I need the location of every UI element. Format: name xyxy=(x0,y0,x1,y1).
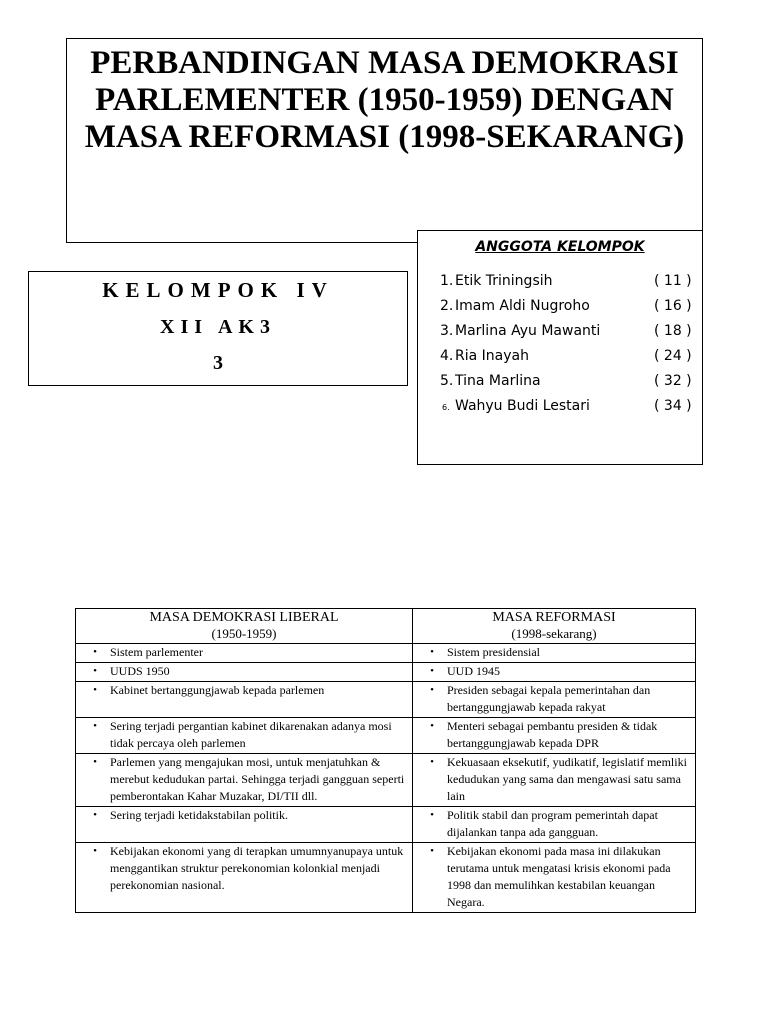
table-row xyxy=(76,843,696,913)
header-reformasi xyxy=(413,609,696,644)
group-number: 3 xyxy=(213,352,223,374)
cell-text: Sistem presidensial xyxy=(447,645,540,659)
bullet-icon: • xyxy=(430,845,434,857)
header-liberal-title: MASA DEMOKRASI LIBERAL xyxy=(149,610,339,625)
table-row xyxy=(76,807,696,843)
member-roll: ( 18 ) xyxy=(654,323,692,339)
table-cell-liberal xyxy=(76,807,413,843)
member-item xyxy=(418,296,702,321)
cell-text: Presiden sebagai kepala pemerintahan dan bertanggungjawab kepada rakyat xyxy=(447,683,651,714)
group-class: XII AK3 xyxy=(160,316,276,338)
title-box xyxy=(66,38,703,243)
document-title xyxy=(67,45,702,156)
member-name: Ria Inayah xyxy=(455,348,529,364)
member-item xyxy=(418,371,702,396)
header-reformasi-period: (1998-sekarang) xyxy=(511,626,597,641)
members-title: ANGGOTA KELOMPOK xyxy=(475,239,645,255)
member-item xyxy=(418,271,702,296)
group-box xyxy=(28,271,408,386)
bullet-icon: • xyxy=(93,665,97,677)
table-row xyxy=(76,663,696,682)
bullet-icon: • xyxy=(93,845,97,857)
table-cell-reformasi xyxy=(413,754,696,807)
member-number: 1. xyxy=(440,273,454,289)
table-row xyxy=(76,682,696,718)
table-cell-liberal xyxy=(76,682,413,718)
cell-text: Parlemen yang mengajukan mosi, untuk menjatuhkan & merebut kedudukan partai. Sehingga terjadi gangguan seperti pemberontakan Kahar Muzakar, DI/TII dll. xyxy=(110,755,405,803)
table-row xyxy=(76,754,696,807)
table-cell-reformasi xyxy=(413,718,696,754)
cell-text: Kekuasaan eksekutif, yudikatif, legislatif memliki kedudukan yang sama dan mengawasi satu sama lain xyxy=(447,755,687,803)
table-row xyxy=(76,644,696,663)
table-cell-reformasi xyxy=(413,843,696,913)
bullet-icon: • xyxy=(93,756,97,768)
bullet-icon: • xyxy=(93,809,97,821)
header-liberal xyxy=(76,609,413,644)
table-cell-reformasi xyxy=(413,807,696,843)
member-item xyxy=(418,396,702,421)
member-number: 4. xyxy=(440,348,454,364)
members-list xyxy=(418,271,702,421)
member-roll: ( 24 ) xyxy=(654,348,692,364)
member-roll: ( 16 ) xyxy=(654,298,692,314)
member-name: Marlina Ayu Mawanti xyxy=(455,323,601,339)
member-number: 5. xyxy=(440,373,454,389)
title-line-1: PERBANDINGAN MASA DEMOKRASI xyxy=(90,45,679,81)
cell-text: UUDS 1950 xyxy=(110,664,170,678)
bullet-icon: • xyxy=(93,720,97,732)
member-item xyxy=(418,321,702,346)
group-name: KELOMPOK IV xyxy=(102,278,334,302)
table-row xyxy=(76,718,696,754)
table-cell-liberal xyxy=(76,718,413,754)
bullet-icon: • xyxy=(430,665,434,677)
cell-text: Sering terjadi pergantian kabinet dikarenakan adanya mosi tidak percaya oleh parlemen xyxy=(110,719,392,750)
cell-text: Sering terjadi ketidakstabilan politik. xyxy=(110,808,288,822)
cell-text: Sistem parlementer xyxy=(110,645,203,659)
bullet-icon: • xyxy=(430,684,434,696)
cell-text: Politik stabil dan program pemerintah dapat dijalankan tanpa ada gangguan. xyxy=(447,808,658,839)
comparison-table xyxy=(75,608,696,913)
table-header-row xyxy=(76,609,696,644)
bullet-icon: • xyxy=(93,646,97,658)
table-cell-reformasi xyxy=(413,663,696,682)
table-cell-liberal xyxy=(76,663,413,682)
bullet-icon: • xyxy=(93,684,97,696)
member-number: 3. xyxy=(440,323,454,339)
header-reformasi-title: MASA REFORMASI xyxy=(492,610,616,625)
table-cell-liberal xyxy=(76,644,413,663)
member-name: Wahyu Budi Lestari xyxy=(455,398,590,414)
title-line-3: MASA REFORMASI (1998-SEKARANG) xyxy=(84,119,685,155)
cell-text: Kabinet bertanggungjawab kepada parlemen xyxy=(110,683,325,697)
member-number: 2. xyxy=(440,298,454,314)
member-roll: ( 11 ) xyxy=(654,273,692,289)
member-number: 6. xyxy=(442,403,450,412)
member-name: Etik Triningsih xyxy=(455,273,553,289)
bullet-icon: • xyxy=(430,720,434,732)
bullet-icon: • xyxy=(430,809,434,821)
table-cell-reformasi xyxy=(413,682,696,718)
cell-text: UUD 1945 xyxy=(447,664,500,678)
table-cell-liberal xyxy=(76,843,413,913)
cell-text: Kebijakan ekonomi pada masa ini dilakukan terutama untuk mengatasi krisis ekonomi pada 1998 dan memulihkan kestabilan keuangan Negara. xyxy=(447,844,671,909)
cell-text: Kebijakan ekonomi yang di terapkan umumnyanupaya untuk menggantikan struktur perekonomian kolonkial menjadi perekonomian nasional. xyxy=(110,844,404,892)
bullet-icon: • xyxy=(430,646,434,658)
member-name: Tina Marlina xyxy=(455,373,541,389)
bullet-icon: • xyxy=(430,756,434,768)
member-item xyxy=(418,346,702,371)
members-box xyxy=(417,230,703,465)
table-cell-reformasi xyxy=(413,644,696,663)
member-roll: ( 32 ) xyxy=(654,373,692,389)
cell-text: Menteri sebagai pembantu presiden & tidak bertanggungjawab kepada DPR xyxy=(447,719,658,750)
member-name: Imam Aldi Nugroho xyxy=(455,298,590,314)
header-liberal-period: (1950-1959) xyxy=(211,626,277,641)
table-cell-liberal xyxy=(76,754,413,807)
title-line-2: PARLEMENTER (1950-1959) DENGAN xyxy=(95,82,674,118)
member-roll: ( 34 ) xyxy=(654,398,692,414)
